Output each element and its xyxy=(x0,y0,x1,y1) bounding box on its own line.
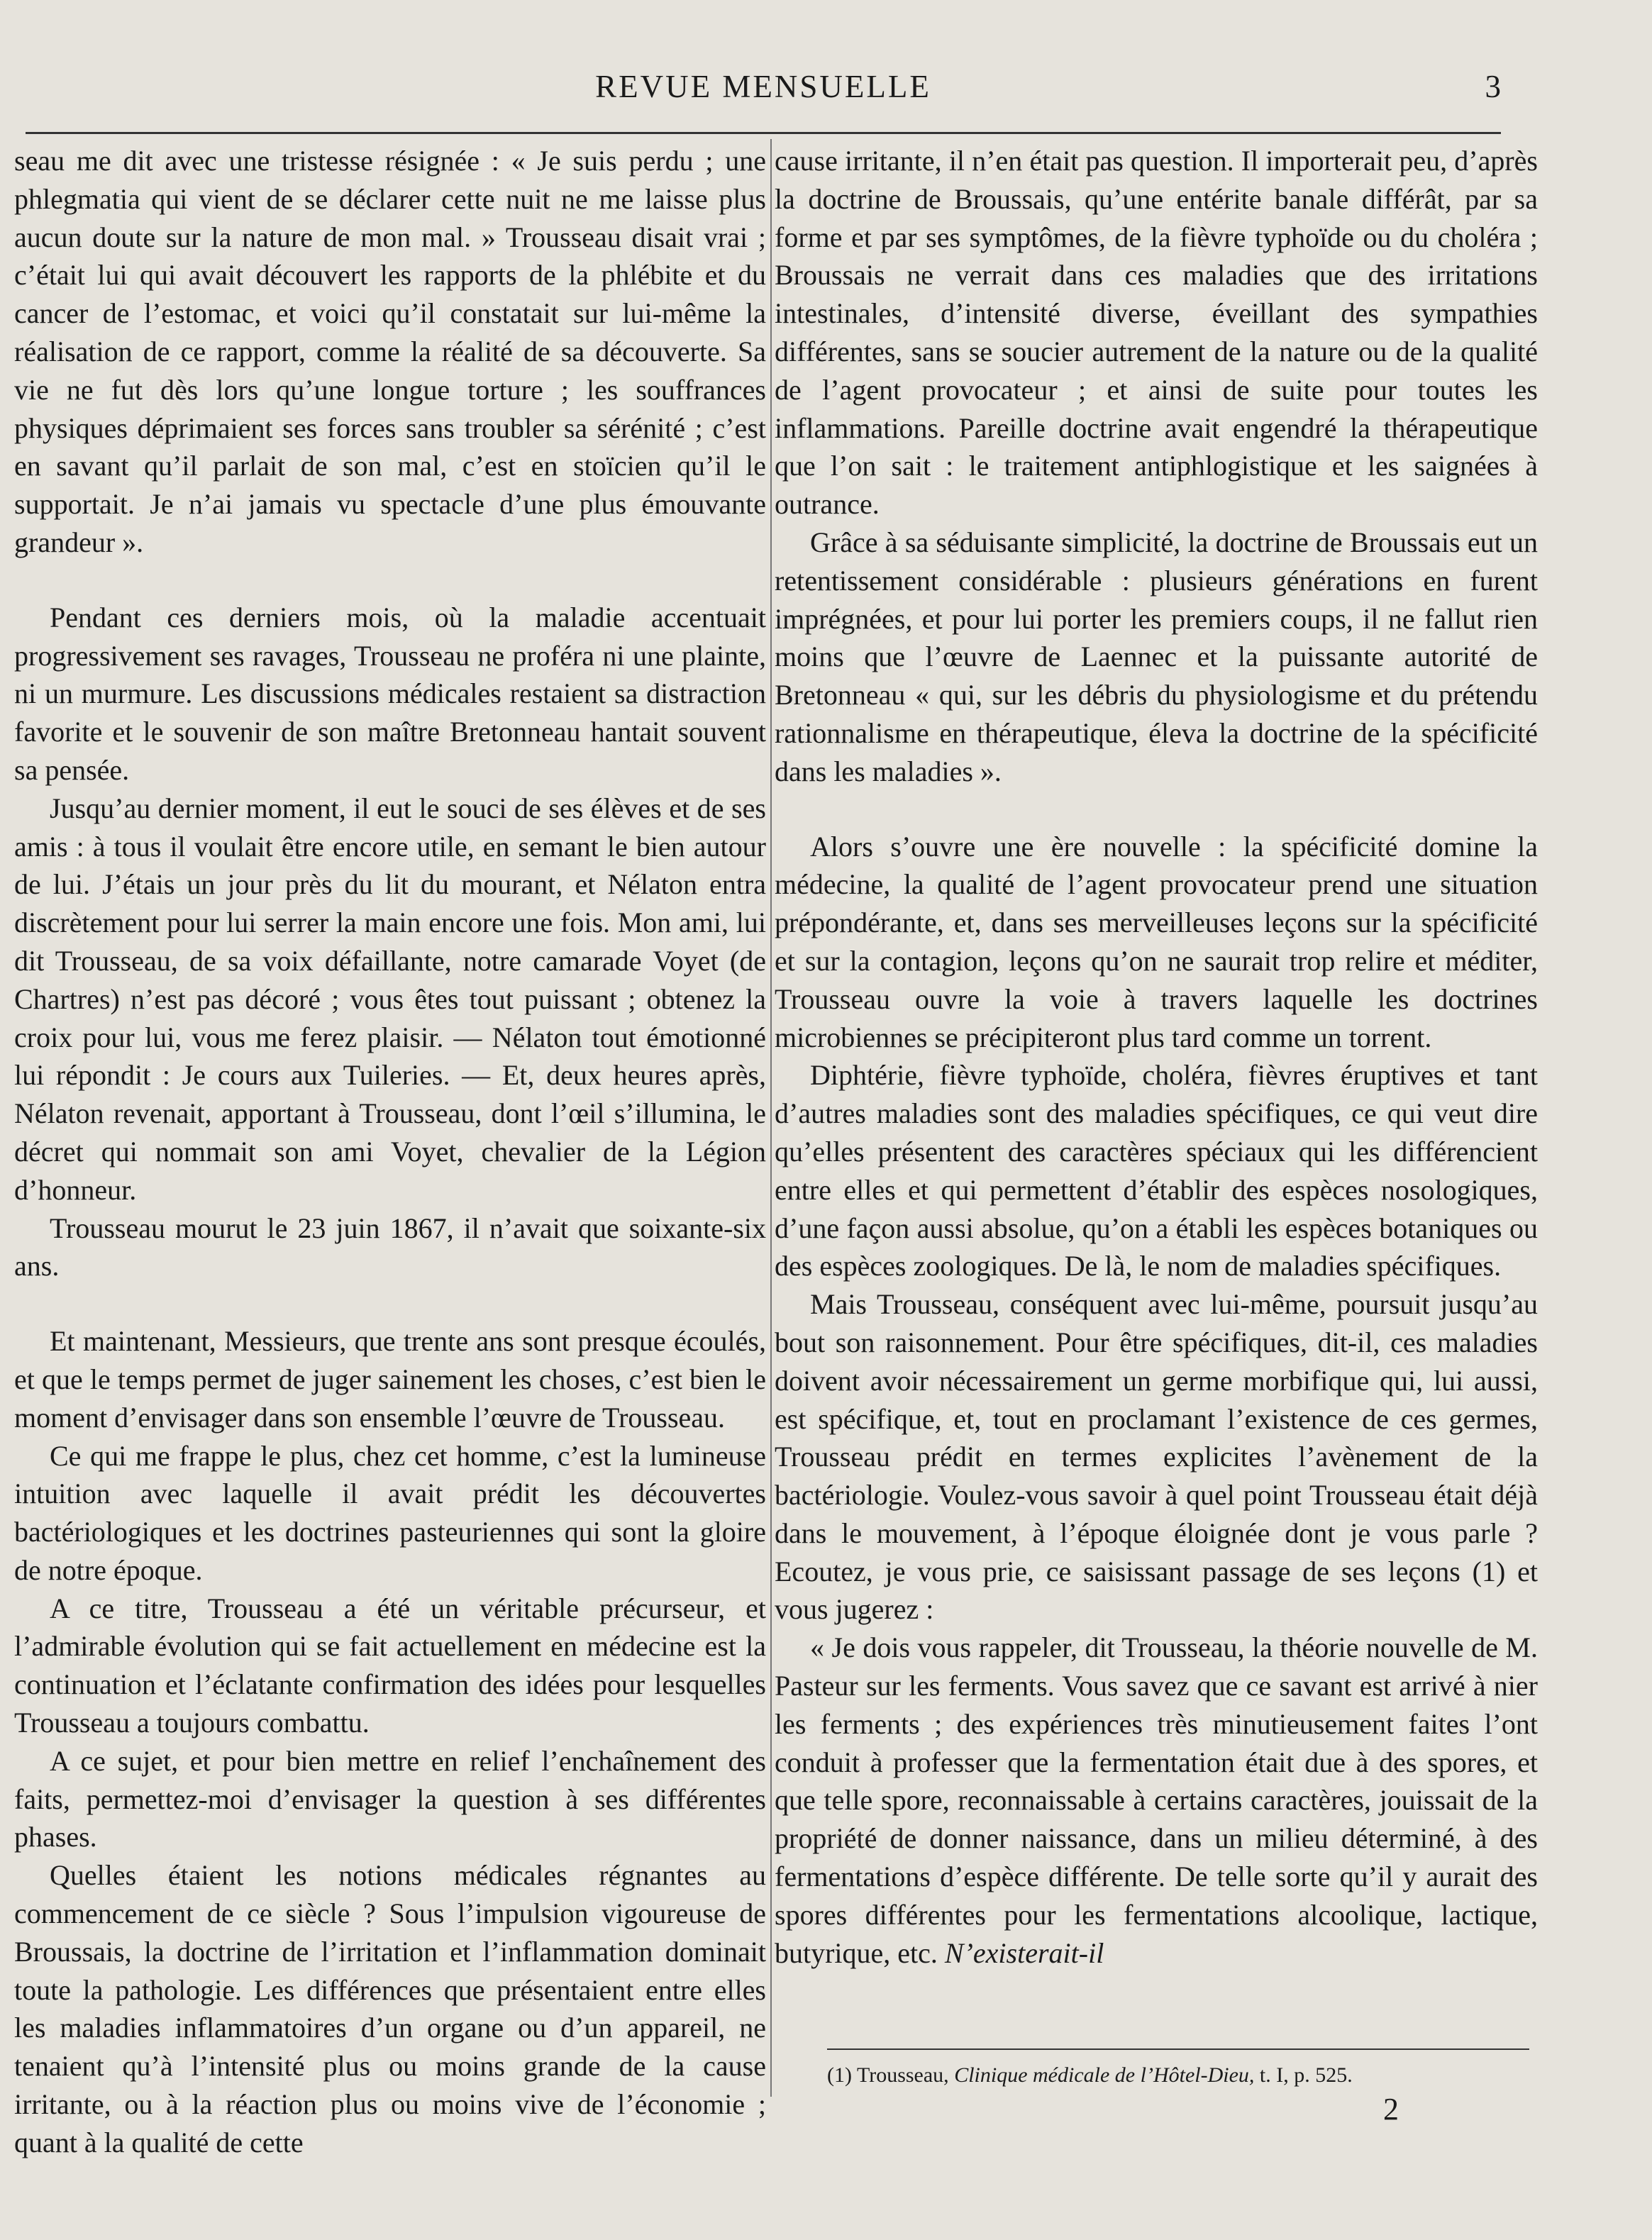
footnote-reference: t. I, p. 525. xyxy=(1259,2063,1353,2087)
paragraph: Quelles étaient les notions médicales régnantes au commencement de ce siècle ? Sous l’impulsion vigoureuse de Broussais, la doctrine de l’irritation et l’inflammation dominait toute la pathologie. Les différences que présentaient entre elles les maladies inflammatoires d’un organe ou d’un appareil, ne tenaient qu’à l’intensité plus ou moins grande de la cause irritante, ou à la réaction plus ou moins vive de l’économie ; quant à la qualité de cette xyxy=(14,1859,766,2158)
quoted-paragraph xyxy=(775,1629,1538,1972)
right-column xyxy=(775,142,1538,1972)
running-title: REVUE MENSUELLE xyxy=(595,69,931,104)
paragraph: Grâce à sa séduisante simplicité, la doctrine de Broussais eut un retentissement considérable : plusieurs générations en furent imprégnées, et pour lui porter les premiers coups, il ne fallut rien moins que l’œuvre de Laennec et la puissante autorité de Bretonneau « qui, sur les débris du physiologisme et du prétendu rationnalisme en thérapeutique, éleva la doctrine de la spécificité dans les maladies ». xyxy=(775,526,1538,787)
quote-text: « Je dois vous rappeler, dit Trousseau, la théorie nouvelle de M. Pasteur sur les ferments. Vous savez que ce savant est arrivé à nier les ferments ; des expériences très minutieusement faites l’ont conduit à professer que la fermentation était due à des spores, et que telle spore, reconnaissable à certains caractères, jouissait de la propriété de donner naissance, dans un milieu déterminé, à des fermentations d’espèce différente. De telle sorte qu’il y aurait des spores différentes pour les fermentations alcoolique, lactique, butyrique, etc. xyxy=(775,1631,1538,1969)
footnote xyxy=(827,2061,1536,2090)
paragraph: cause irritante, il n’en était pas question. Il importerait peu, d’après la doctrine de Broussais, qu’une entérite banale différât, par sa forme et par ses symptômes, de la fièvre typhoïde ou du choléra ; Broussais ne verrait dans ces maladies que des irritations intestinales, d’intensité diverse, éveillant des sympathies différentes, sans se soucier autrement de la nature ou de la qualité de l’agent provocateur ; et ainsi de suite pour toutes les inflammations. Pareille doctrine avait engendré la thérapeutique que l’on sait : le traitement antiphlogistique et les saignées à outrance. xyxy=(775,145,1538,521)
italic-continuation: N’existerait-il xyxy=(944,1936,1104,1969)
left-column xyxy=(14,142,766,2162)
paragraph: Jusqu’au dernier moment, il eut le souci de ses élèves et de ses amis : à tous il voulait être encore utile, en semant le bien autour de lui. J’étais un jour près du lit du mourant, et Nélaton entra discrètement pour lui serrer la main encore une fois. Mon ami, lui dit Trousseau, de sa voix défaillante, notre camarade Voyet (de Chartres) n’est pas décoré ; vous êtes tout puissant ; obtenez la croix pour lui, vous me ferez plaisir. — Nélaton tout émotionné lui répondit : Je cours aux Tuileries. — Et, deux heures après, Nélaton revenait, apportant à Trousseau, dont l’œil s’illumina, le décret qui nommait son ami Voyet, chevalier de la Légion d’honneur. xyxy=(14,792,766,1206)
paragraph: Diphtérie, fièvre typhoïde, choléra, fièvres éruptives et tant d’autres maladies sont des maladies spécifiques, ce qui veut dire qu’elles présentent des caractères spéciaux qui les différencient entre elles et qui permettent d’établir des espèces nosologiques, d’une façon aussi absolue, qu’on a établi les espèces botaniques ou des espèces zoologiques. De là, le nom de maladies spécifiques. xyxy=(775,1059,1538,1282)
footnote-rule xyxy=(827,2048,1529,2050)
footnote-marker: (1) Trousseau, xyxy=(827,2063,949,2087)
header-rule xyxy=(26,132,1501,134)
paragraph: Et maintenant, Messieurs, que trente ans sont presque écoulés, et que le temps permet de juger sainement les choses, c’est bien le moment d’envisager dans son ensemble l’œuvre de Trousseau. xyxy=(14,1325,766,1434)
paragraph: Ce qui me frappe le plus, chez cet homme, c’est la lumineuse intuition avec laquelle il avait prédit les découvertes bactériologiques et les doctrines pasteuriennes qui sont la gloire de notre époque. xyxy=(14,1439,766,1586)
column-divider xyxy=(770,139,772,2097)
paragraph: Alors s’ouvre une ère nouvelle : la spécificité domine la médecine, la qualité de l’agent provocateur prend une situation prépondérante, et, dans ses merveilleuses leçons sur la spécificité et sur la contagion, leçons qu’on ne saurait trop relire et méditer, Trousseau ouvre la voie à travers laquelle les doctrines microbiennes se précipiteront plus tard comme un torrent. xyxy=(775,830,1538,1053)
paragraph: A ce sujet, et pour bien mettre en relief l’enchaînement des faits, permettez-moi d’envisager la question à ses différentes phases. xyxy=(14,1744,766,1853)
paragraph: seau me dit avec une tristesse résignée : « Je suis perdu ; une phlegmatia qui vient de se déclarer cette nuit ne me laisse plus aucun doute sur la nature de mon mal. » Trousseau disait vrai ; c’était lui qui avait découvert les rapports de la phlébite et du cancer de l’estomac, et voici qu’il constatait sur lui-même la réalisation de ce rapport, comme la réalité de sa découverte. Sa vie ne fut dès lors qu’une longue torture ; les souffrances physiques déprimaient ses forces sans troubler sa sérénité ; c’est en savant qu’il parlait de son mal, c’est en stoïcien qu’il le supportait. Je n’ai jamais vu spectacle d’une plus émouvante grandeur ». xyxy=(14,145,766,558)
page-header xyxy=(26,68,1501,111)
paragraph: Pendant ces derniers mois, où la maladie accentuait progressivement ses ravages, Trousseau ne proféra ni une plainte, ni un murmure. Les discussions médicales restaient sa distraction favorite et le souvenir de son maître Bretonneau hantait souvent sa pensée. xyxy=(14,601,766,786)
footnote-work-title: Clinique médicale de l’Hôtel-Dieu, xyxy=(954,2063,1255,2087)
paragraph: Mais Trousseau, conséquent avec lui-même, poursuit jusqu’au bout son raisonnement. Pour être spécifiques, dit-il, ces maladies doivent avoir nécessairement un germe morbifique qui, lui aussi, est spécifique, et, tout en proclamant l’existence de ces germes, Trousseau prédit en termes explicites l’avènement de la bactériologie. Voulez-vous savoir à quel point Trousseau était déjà dans le mouvement, à l’époque éloignée dont je vous parle ? Ecoutez, je vous prie, ce saisissant passage de ses leçons (1) et vous jugerez : xyxy=(775,1288,1538,1626)
paragraph: Trousseau mourut le 23 juin 1867, il n’avait que soixante-six ans. xyxy=(14,1212,766,1282)
signature-mark: 2 xyxy=(1383,2092,1399,2127)
paragraph: A ce titre, Trousseau a été un véritable précurseur, et l’admirable évolution qui se fait actuellement en médecine est la continuation et l’éclatante confirmation des idées pour lesquelles Trousseau a toujours combattu. xyxy=(14,1592,766,1739)
page-number: 3 xyxy=(1485,69,1501,104)
